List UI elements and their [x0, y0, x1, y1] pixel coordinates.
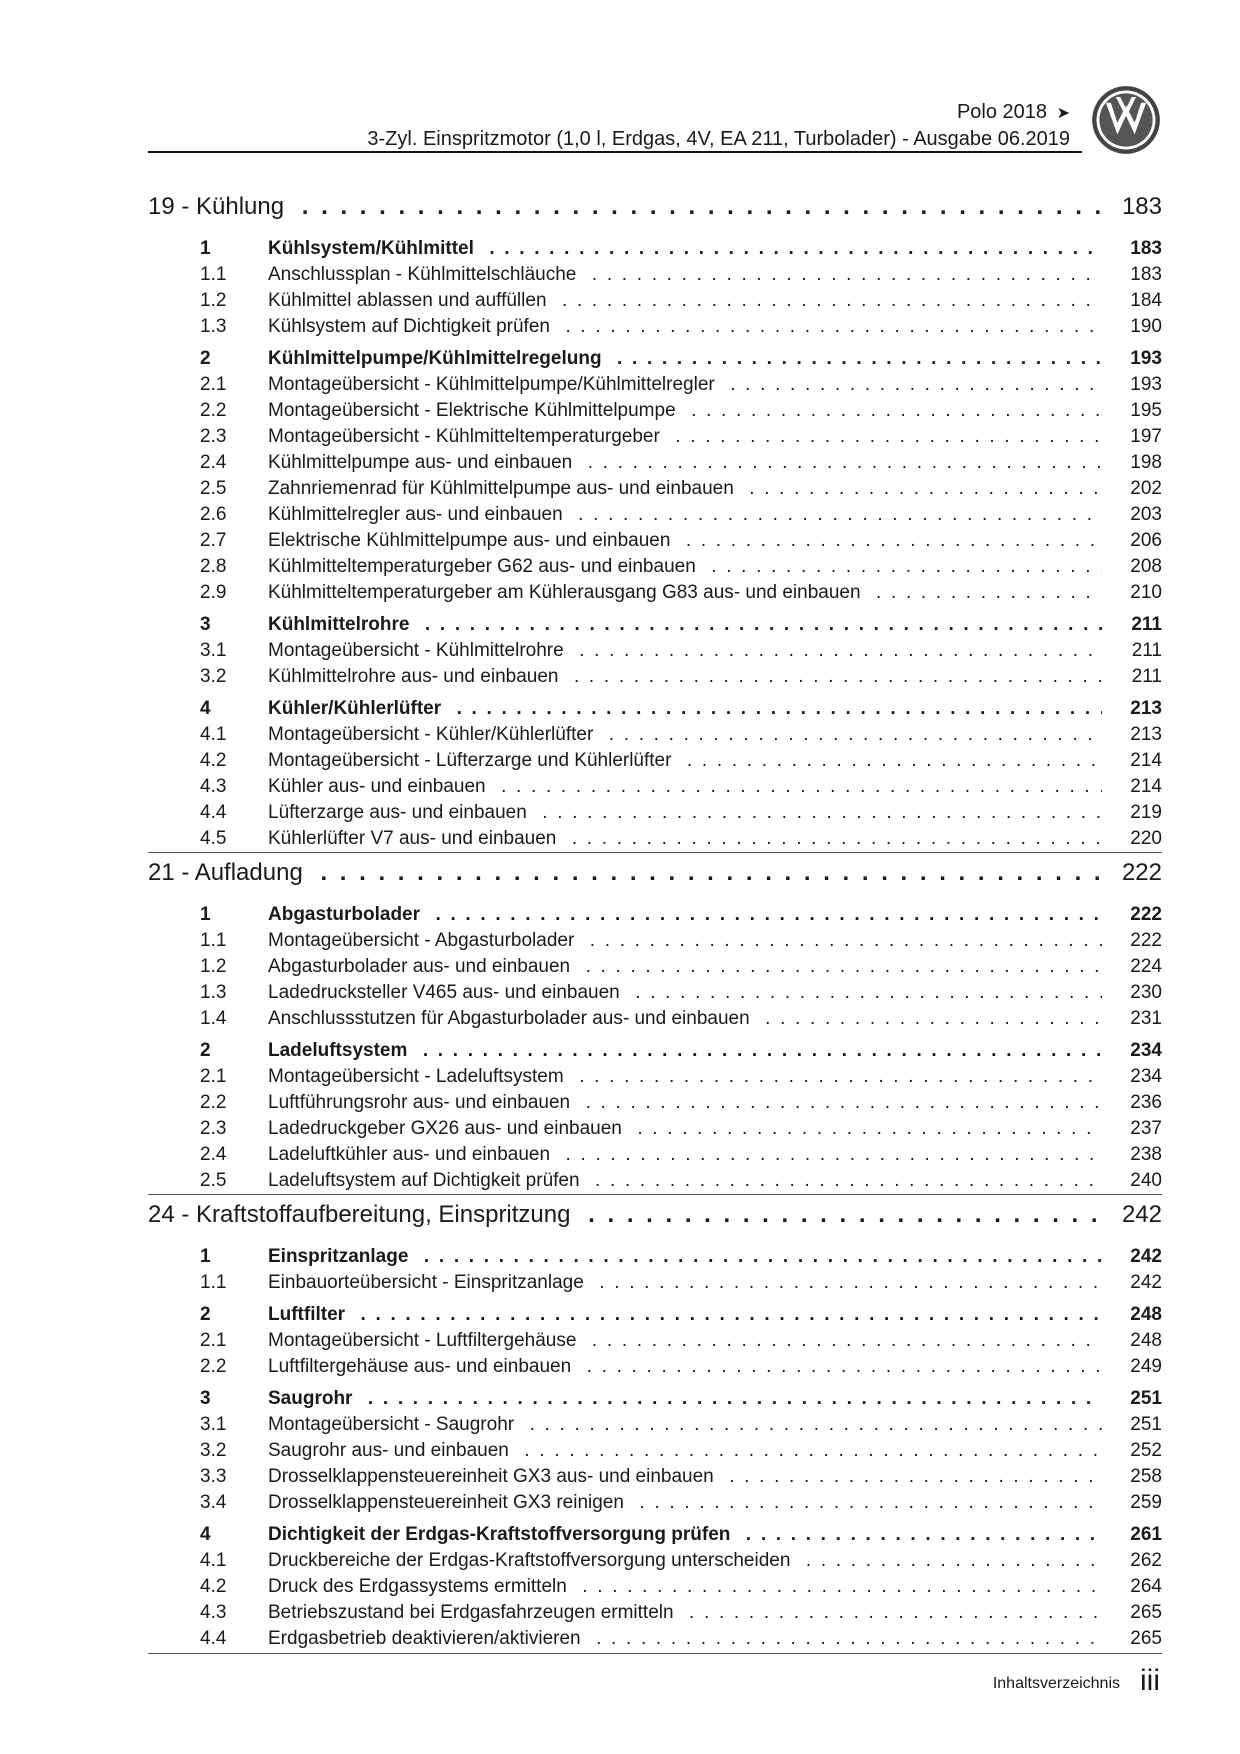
entry-title: Abgasturbolader . . . [268, 902, 1102, 928]
vw-logo-icon [1090, 84, 1162, 156]
entry-page-number: 261 [1130, 1524, 1162, 1545]
toc-section-entry[interactable] [148, 1522, 1162, 1548]
entry-title: Luftfiltergehäuse aus- und einbauen . . . [268, 1354, 1102, 1380]
entry-title: Montageübersicht - Kühlmittelrohre . . . [268, 638, 1102, 664]
entry-title: Ladedruckgeber GX26 aus- und einbauen . . . [268, 1116, 1102, 1142]
entry-number: 2.4 [200, 452, 227, 473]
toc-subsection-entry[interactable] [148, 1328, 1162, 1354]
entry-page-number: 193 [1130, 348, 1162, 369]
toc-subsection-entry[interactable] [148, 1116, 1162, 1142]
entry-page-number: 234 [1130, 1040, 1162, 1061]
toc-subsection-entry[interactable] [148, 1064, 1162, 1090]
toc-subsection-entry[interactable] [148, 1626, 1162, 1652]
toc-subsection-entry[interactable] [148, 262, 1162, 288]
entry-page-number: 236 [1130, 1092, 1162, 1113]
entry-number: 1.1 [200, 264, 227, 285]
entry-title: Kühlmitteltemperaturgeber am Kühlerausgang G83 aus- und einbauen . . . [268, 580, 1102, 606]
toc-subsection-entry[interactable] [148, 1464, 1162, 1490]
entry-page-number: 214 [1130, 776, 1162, 797]
toc-subsection-entry[interactable] [148, 954, 1162, 980]
entry-number: 4 [200, 1524, 211, 1545]
entry-number: 2.7 [200, 530, 227, 551]
toc-subsection-entry[interactable] [148, 1090, 1162, 1116]
entry-number: 2.6 [200, 504, 227, 525]
toc-subsection-entry[interactable] [148, 980, 1162, 1006]
entry-title: Saugrohr aus- und einbauen . . . [268, 1438, 1102, 1464]
toc-subsection-entry[interactable] [148, 314, 1162, 340]
entry-number: 3.3 [200, 1466, 227, 1487]
chapter-divider [148, 852, 1162, 853]
entry-number: 4.5 [200, 828, 227, 849]
entry-number: 3.1 [200, 640, 227, 661]
entry-page-number: 251 [1130, 1388, 1162, 1409]
entry-title: Montageübersicht - Saugrohr . . . [268, 1412, 1102, 1438]
entry-title: Kühlerlüfter V7 aus- und einbauen . . . [268, 826, 1102, 852]
entry-title: Einbauorteübersicht - Einspritzanlage . . . [268, 1270, 1102, 1296]
entry-number: 2.9 [200, 582, 227, 603]
entry-title: Lüfterzarge aus- und einbauen . . . [268, 800, 1102, 826]
toc-subsection-entry[interactable] [148, 1548, 1162, 1574]
entry-title: Dichtigkeit der Erdgas-Kraftstoffversorgung prüfen . . . [268, 1522, 1102, 1548]
arrow-right-icon: ➤ [1056, 105, 1070, 122]
entry-title: Erdgasbetrieb deaktivieren/aktivieren . . . [268, 1626, 1102, 1652]
toc-subsection-entry[interactable] [148, 1006, 1162, 1032]
table-of-contents [148, 186, 1162, 1652]
entry-title: Kühlmittelregler aus- und einbauen . . . [268, 502, 1102, 528]
entry-page-number: 234 [1130, 1066, 1162, 1087]
entry-page-number: 222 [1130, 930, 1162, 951]
toc-subsection-entry[interactable] [148, 398, 1162, 424]
chapter-heading[interactable] [148, 852, 1162, 896]
toc-subsection-entry[interactable] [148, 1168, 1162, 1194]
entry-page-number: 258 [1130, 1466, 1162, 1487]
entry-page-number: 206 [1130, 530, 1162, 551]
chapter-page-number: 183 [1121, 193, 1162, 220]
chapter-page-number: 242 [1121, 1201, 1162, 1228]
entry-title: Zahnriemenrad für Kühlmittelpumpe aus- und einbauen . . . [268, 476, 1102, 502]
entry-page-number: 195 [1130, 400, 1162, 421]
entry-page-number: 184 [1130, 290, 1162, 311]
chapter-heading[interactable] [148, 186, 1162, 230]
entry-number: 1 [200, 1246, 211, 1267]
entry-number: 3.1 [200, 1414, 227, 1435]
entry-title: Ladeluftsystem . . . [268, 1038, 1102, 1064]
toc-subsection-entry[interactable] [148, 1142, 1162, 1168]
entry-title: Saugrohr . . . [268, 1386, 1102, 1412]
entry-page-number: 214 [1130, 750, 1162, 771]
entry-page-number: 249 [1130, 1356, 1162, 1377]
entry-title: Kühlmittel ablassen und auffüllen . . . [268, 288, 1102, 314]
chapter-divider [148, 1194, 1162, 1195]
entry-title: Druckbereiche der Erdgas-Kraftstoffversorgung unterscheiden . . . [268, 1548, 1102, 1574]
entry-number: 4.2 [200, 1576, 227, 1597]
toc-section-entry[interactable] [148, 1386, 1162, 1412]
header-subtitle: 3-Zyl. Einspritzmotor (1,0 l, Erdgas, 4V, EA 211, Turbolader) - Ausgabe 06.2019 [367, 128, 1070, 150]
entry-page-number: 220 [1130, 828, 1162, 849]
entry-title: Abgasturbolader aus- und einbauen . . . [268, 954, 1102, 980]
entry-number: 1.1 [200, 1272, 227, 1293]
entry-number: 1.2 [200, 956, 227, 977]
entry-page-number: 219 [1130, 802, 1162, 823]
entry-number: 2.2 [200, 400, 227, 421]
entry-number: 3.2 [200, 666, 227, 687]
toc-subsection-entry[interactable] [148, 1354, 1162, 1380]
entry-title: Kühlsystem auf Dichtigkeit prüfen . . . [268, 314, 1102, 340]
chapter-title: 21 - Aufladung . . . [148, 856, 1102, 890]
toc-section-entry[interactable] [148, 612, 1162, 638]
entry-page-number: 259 [1130, 1492, 1162, 1513]
entry-title: Ladeluftkühler aus- und einbauen . . . [268, 1142, 1102, 1168]
entry-page-number: 262 [1130, 1550, 1162, 1571]
entry-title: Betriebszustand bei Erdgasfahrzeugen ermitteln . . . [268, 1600, 1102, 1626]
toc-section-entry[interactable] [148, 236, 1162, 262]
entry-number: 4.3 [200, 776, 227, 797]
entry-number: 4.1 [200, 1550, 227, 1571]
entry-number: 3.4 [200, 1492, 227, 1513]
entry-page-number: 238 [1130, 1144, 1162, 1165]
entry-title: Kühlmittelpumpe aus- und einbauen . . . [268, 450, 1102, 476]
entry-page-number: 242 [1130, 1246, 1162, 1267]
entry-number: 3.2 [200, 1440, 227, 1461]
toc-subsection-entry[interactable] [148, 664, 1162, 690]
entry-title: Kühlmittelrohre aus- und einbauen . . . [268, 664, 1102, 690]
entry-number: 3 [200, 614, 211, 635]
entry-title: Montageübersicht - Kühlmittelpumpe/Kühlmittelregler . . . [268, 372, 1102, 398]
entry-number: 2 [200, 348, 211, 369]
entry-number: 1.2 [200, 290, 227, 311]
entry-title: Drosselklappensteuereinheit GX3 reinigen . . . [268, 1490, 1102, 1516]
toc-subsection-entry[interactable] [148, 1412, 1162, 1438]
header-divider [148, 151, 1082, 153]
toc-subsection-entry[interactable] [148, 1490, 1162, 1516]
entry-title: Montageübersicht - Kühlmitteltemperaturgeber . . . [268, 424, 1102, 450]
footer-section-label: Inhaltsverzeichnis [992, 1675, 1120, 1692]
entry-number: 4.2 [200, 750, 227, 771]
entry-number: 1 [200, 904, 211, 925]
entry-number: 2.4 [200, 1144, 227, 1165]
entry-page-number: 265 [1130, 1602, 1162, 1623]
entry-number: 2 [200, 1304, 211, 1325]
entry-number: 4.1 [200, 724, 227, 745]
entry-page-number: 231 [1130, 1008, 1162, 1029]
entry-title: Elektrische Kühlmittelpumpe aus- und einbauen . . . [268, 528, 1102, 554]
toc-subsection-entry[interactable] [148, 554, 1162, 580]
entry-title: Ladeluftsystem auf Dichtigkeit prüfen . . . [268, 1168, 1102, 1194]
toc-subsection-entry[interactable] [148, 372, 1162, 398]
footer-page-number: iii [1140, 1664, 1160, 1697]
entry-page-number: 193 [1130, 374, 1162, 395]
toc-subsection-entry[interactable] [148, 774, 1162, 800]
toc-section-entry[interactable] [148, 1038, 1162, 1064]
entry-page-number: 202 [1130, 478, 1162, 499]
entry-title: Druck des Erdgassystems ermitteln . . . [268, 1574, 1102, 1600]
toc-subsection-entry[interactable] [148, 1270, 1162, 1296]
toc-subsection-entry[interactable] [148, 928, 1162, 954]
entry-page-number: 213 [1130, 724, 1162, 745]
entry-page-number: 248 [1130, 1304, 1162, 1325]
entry-title: Montageübersicht - Ladeluftsystem . . . [268, 1064, 1102, 1090]
entry-number: 2.3 [200, 426, 227, 447]
toc-subsection-entry[interactable] [148, 580, 1162, 606]
toc-subsection-entry[interactable] [148, 476, 1162, 502]
entry-title: Montageübersicht - Luftfiltergehäuse . . . [268, 1328, 1102, 1354]
entry-number: 1.1 [200, 930, 227, 951]
entry-title: Montageübersicht - Abgasturbolader . . . [268, 928, 1102, 954]
entry-title: Luftführungsrohr aus- und einbauen . . . [268, 1090, 1102, 1116]
entry-title: Ladedrucksteller V465 aus- und einbauen . . . [268, 980, 1102, 1006]
entry-number: 2.3 [200, 1118, 227, 1139]
chapter-title: 24 - Kraftstoffaufbereitung, Einspritzung . . . [148, 1198, 1102, 1232]
entry-number: 1 [200, 238, 211, 259]
entry-title: Kühlmittelrohre . . . [268, 612, 1102, 638]
toc-subsection-entry[interactable] [148, 748, 1162, 774]
entry-page-number: 252 [1130, 1440, 1162, 1461]
entry-page-number: 251 [1130, 1414, 1162, 1435]
toc-section-entry[interactable] [148, 902, 1162, 928]
chapter-heading[interactable] [148, 1194, 1162, 1238]
entry-page-number: 208 [1130, 556, 1162, 577]
toc-section-entry[interactable] [148, 1244, 1162, 1270]
entry-title: Kühler aus- und einbauen . . . [268, 774, 1102, 800]
toc-subsection-entry[interactable] [148, 1438, 1162, 1464]
toc-section-entry[interactable] [148, 696, 1162, 722]
entry-page-number: 190 [1130, 316, 1162, 337]
entry-page-number: 203 [1130, 504, 1162, 525]
entry-title: Kühlmittelpumpe/Kühlmittelregelung . . . [268, 346, 1102, 372]
entry-page-number: 224 [1130, 956, 1162, 977]
entry-number: 4 [200, 698, 211, 719]
entry-page-number: 248 [1130, 1330, 1162, 1351]
entry-number: 4.4 [200, 1628, 227, 1649]
header-model [957, 100, 1070, 126]
entry-page-number: 211 [1131, 666, 1162, 687]
toc-subsection-entry[interactable] [148, 722, 1162, 748]
toc-subsection-entry[interactable] [148, 826, 1162, 852]
toc-subsection-entry[interactable] [148, 1574, 1162, 1600]
entry-title: Montageübersicht - Kühler/Kühlerlüfter . . . [268, 722, 1102, 748]
entry-title: Drosselklappensteuereinheit GX3 aus- und einbauen . . . [268, 1464, 1102, 1490]
entry-page-number: 213 [1130, 698, 1162, 719]
entry-title: Anschlussstutzen für Abgasturbolader aus- und einbauen . . . [268, 1006, 1102, 1032]
entry-page-number: 211 [1131, 640, 1162, 661]
entry-page-number: 237 [1130, 1118, 1162, 1139]
entry-number: 2.5 [200, 1170, 227, 1191]
entry-number: 3 [200, 1388, 211, 1409]
toc-subsection-entry[interactable] [148, 638, 1162, 664]
entry-page-number: 197 [1130, 426, 1162, 447]
model-label: Polo 2018 [956, 101, 1048, 123]
toc-subsection-entry[interactable] [148, 424, 1162, 450]
entry-number: 2.8 [200, 556, 227, 577]
entry-page-number: 183 [1130, 238, 1162, 259]
entry-number: 1.3 [200, 316, 227, 337]
entry-title: Montageübersicht - Elektrische Kühlmittelpumpe . . . [268, 398, 1102, 424]
entry-title: Einspritzanlage . . . [268, 1244, 1102, 1270]
entry-number: 4.4 [200, 802, 227, 823]
entry-number: 4.3 [200, 1602, 227, 1623]
entry-title: Anschlussplan - Kühlmittelschläuche . . . [268, 262, 1102, 288]
entry-number: 2.2 [200, 1092, 227, 1113]
page-header [0, 0, 1240, 160]
entry-page-number: 211 [1131, 614, 1162, 635]
chapter-title: 19 - Kühlung . . . [148, 190, 1102, 224]
entry-number: 2 [200, 1040, 211, 1061]
footer-divider [148, 1653, 1162, 1654]
toc-section-entry[interactable] [148, 346, 1162, 372]
entry-number: 1.4 [200, 1008, 227, 1029]
entry-title: Montageübersicht - Lüfterzarge und Kühlerlüfter . . . [268, 748, 1102, 774]
entry-number: 2.1 [200, 374, 227, 395]
entry-number: 2.1 [200, 1066, 227, 1087]
entry-page-number: 198 [1130, 452, 1162, 473]
entry-title: Kühlmitteltemperaturgeber G62 aus- und einbauen . . . [268, 554, 1102, 580]
toc-subsection-entry[interactable] [148, 1600, 1162, 1626]
entry-number: 2.5 [200, 478, 227, 499]
entry-title: Kühler/Kühlerlüfter . . . [268, 696, 1102, 722]
entry-number: 2.2 [200, 1356, 227, 1377]
toc-subsection-entry[interactable] [148, 450, 1162, 476]
toc-subsection-entry[interactable] [148, 800, 1162, 826]
entry-title: Luftfilter . . . [268, 1302, 1102, 1328]
entry-number: 1.3 [200, 982, 227, 1003]
entry-number: 2.1 [200, 1330, 227, 1351]
entry-page-number: 264 [1130, 1576, 1162, 1597]
toc-subsection-entry[interactable] [148, 288, 1162, 314]
chapter-page-number: 222 [1121, 859, 1162, 886]
toc-subsection-entry[interactable] [148, 528, 1162, 554]
toc-subsection-entry[interactable] [148, 502, 1162, 528]
entry-page-number: 210 [1130, 582, 1162, 603]
entry-page-number: 183 [1130, 264, 1162, 285]
entry-page-number: 230 [1130, 982, 1162, 1003]
entry-page-number: 265 [1130, 1628, 1162, 1649]
entry-page-number: 240 [1130, 1170, 1162, 1191]
toc-section-entry[interactable] [148, 1302, 1162, 1328]
entry-page-number: 242 [1130, 1272, 1162, 1293]
entry-page-number: 222 [1130, 904, 1162, 925]
entry-title: Kühlsystem/Kühlmittel . . . [268, 236, 1102, 262]
